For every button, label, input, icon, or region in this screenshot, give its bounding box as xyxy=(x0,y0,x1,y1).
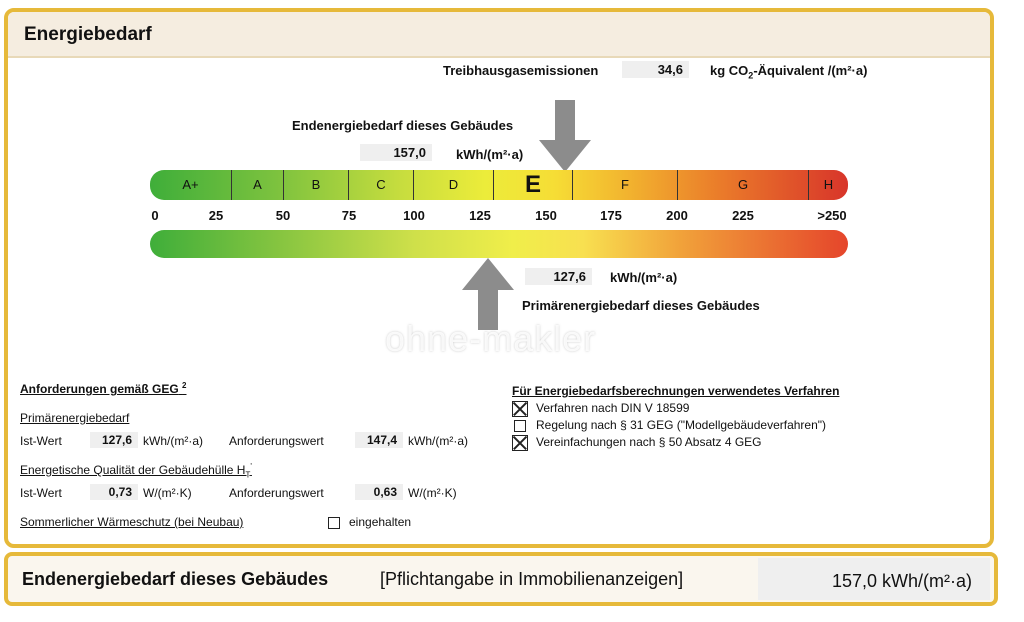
scale-tick: 0 xyxy=(151,208,159,223)
class-segment-d: D xyxy=(413,170,493,200)
scale-tick: 100 xyxy=(403,208,425,223)
class-segment-a: A xyxy=(231,170,283,200)
envelope-ist-unit: W/(m²·K) xyxy=(143,486,192,500)
primary-ist-label: Ist-Wert xyxy=(20,434,62,448)
scale-tick: >250 xyxy=(817,208,847,223)
scale-tick: 125 xyxy=(469,208,491,223)
primary-ist-value: 127,6 xyxy=(90,432,138,448)
scale-tick: 50 xyxy=(275,208,291,223)
emissions-label: Treibhausgasemissionen xyxy=(443,63,599,78)
method-model-label: Regelung nach § 31 GEG ("Modellgebäudeverfahren") xyxy=(536,418,827,432)
primary-energy-unit: kWh/(m²·a) xyxy=(610,270,678,285)
scale-tick: 75 xyxy=(341,208,357,223)
energy-class-scale xyxy=(150,170,848,200)
class-segment-b: B xyxy=(283,170,348,200)
envelope-heading: Energetische Qualität der Gebäudehülle $H_T'$ xyxy=(20,462,252,480)
footer-value: 157,0 kWh/(m²·a) xyxy=(832,571,973,591)
footer-summary xyxy=(4,552,998,606)
summer-protection-checkbox[interactable] xyxy=(328,517,340,529)
watermark: ohne-makler xyxy=(385,318,597,359)
class-segment-f: F xyxy=(572,170,677,200)
class-segment-c: C xyxy=(348,170,413,200)
envelope-anf-unit: W/(m²·K) xyxy=(408,486,457,500)
emissions-unit: kg $CO_2$-Äquivalent /(m²·a) xyxy=(710,63,868,81)
scale-tick: 200 xyxy=(666,208,688,223)
scale-tick: 225 xyxy=(732,208,754,223)
end-energy-arrow-icon xyxy=(539,100,591,172)
summer-protection-label: eingehalten xyxy=(349,515,412,529)
requirements-title: Anforderungen gemäß GEG $^2$ xyxy=(20,381,187,396)
end-energy-unit: kWh/(m²·a) xyxy=(456,147,524,162)
energy-gradient-bar xyxy=(150,230,848,258)
scale-tick: 25 xyxy=(208,208,224,223)
methods-title: Für Energiebedarfsberechnungen verwendetes Verfahren xyxy=(512,384,840,398)
primary-ist-unit: kWh/(m²·a) xyxy=(143,434,203,448)
summer-protection-heading: Sommerlicher Wärmeschutz (bei Neubau) xyxy=(20,515,244,529)
class-segment-aplus: A+ xyxy=(182,177,199,192)
panel-title: Energiebedarf xyxy=(24,24,152,45)
envelope-anf-value: 0,63 xyxy=(355,484,403,500)
class-segment-g: G xyxy=(677,170,808,200)
primary-energy-heading: Primärenergiebedarf xyxy=(20,411,130,425)
envelope-ist-label: Ist-Wert xyxy=(20,486,62,500)
scale-tick: 175 xyxy=(600,208,622,223)
method-din-label: Verfahren nach DIN V 18599 xyxy=(536,401,690,415)
primary-anf-unit: kWh/(m²·a) xyxy=(408,434,468,448)
envelope-ist-value: 0,73 xyxy=(90,484,138,500)
emissions-value: 34,6 xyxy=(622,61,689,78)
footer-note: [Pflichtangabe in Immobilienanzeigen] xyxy=(380,569,684,589)
primary-energy-value: 127,6 xyxy=(525,268,592,285)
class-segment-e: E xyxy=(493,170,572,200)
end-energy-label: Endenergiebedarf dieses Gebäudes xyxy=(292,118,514,133)
method-din-checkbox[interactable] xyxy=(512,401,528,417)
method-model-checkbox[interactable] xyxy=(514,420,526,432)
envelope-anf-label: Anforderungswert xyxy=(229,486,324,500)
panel-header xyxy=(8,12,990,58)
scale-tick: 150 xyxy=(535,208,557,223)
primary-anf-value: 147,4 xyxy=(355,432,403,448)
method-simplification-label: Vereinfachungen nach § 50 Absatz 4 GEG xyxy=(536,435,762,449)
class-segment-h: H xyxy=(808,170,848,200)
footer-label: Endenergiebedarf dieses Gebäudes xyxy=(22,569,329,589)
primary-energy-label: Primärenergiebedarf dieses Gebäudes xyxy=(522,298,760,313)
end-energy-value: 157,0 xyxy=(360,144,432,161)
primary-anf-label: Anforderungswert xyxy=(229,434,324,448)
method-simplification-checkbox[interactable] xyxy=(512,435,528,451)
